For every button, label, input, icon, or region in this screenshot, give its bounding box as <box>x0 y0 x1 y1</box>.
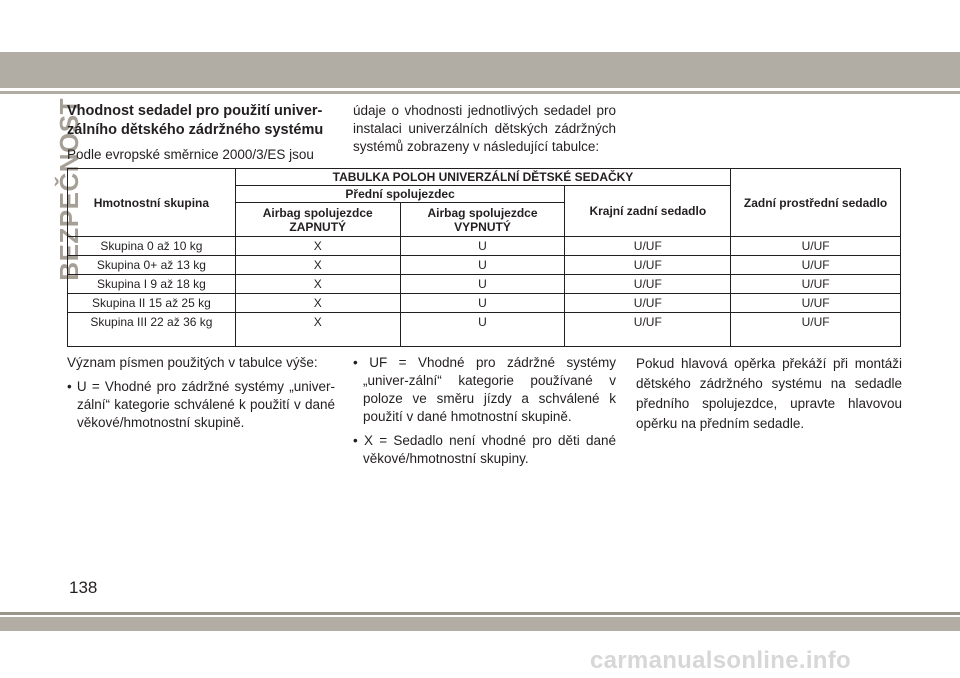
table-cell: U/UF <box>731 313 901 347</box>
header-rear-middle-seat: Zadní prostřední sedadlo <box>731 169 901 237</box>
header-band <box>0 52 960 88</box>
footer-band <box>0 617 960 631</box>
table-cell: U <box>400 237 565 256</box>
table-cell: U/UF <box>731 256 901 275</box>
table-cell: X <box>235 313 400 347</box>
table-row <box>68 275 901 294</box>
right-intro-column <box>353 102 616 162</box>
legend-item-uf: • UF = Vhodné pro zádržné systémy „univer-zální“ kategorie používané v poloze ve směru jízdy a schválené k použití v dané hmotnostní skupině. <box>353 355 616 424</box>
section-heading: Vhodnost sedadel pro použití univer-zálního dětského zádržného systému <box>67 103 324 138</box>
table-cell: U <box>400 275 565 294</box>
seat-suitability-table <box>67 168 901 347</box>
headrest-note-column <box>636 354 902 440</box>
header-airbag-on: Airbag spolujezdce ZAPNUTÝ <box>235 203 400 237</box>
table-cell: X <box>235 294 400 313</box>
table-cell: Skupina III 22 až 36 kg <box>68 313 236 347</box>
header-rule <box>0 91 960 94</box>
legend-column-left <box>67 354 335 438</box>
table-cell: X <box>235 275 400 294</box>
intro-text-right: údaje o vhodnosti jednotlivých sedadel pro instalaci univerzálních dětských zádržných systémů zobrazeny v následující tabulce: <box>353 103 616 154</box>
header-table-title: TABULKA POLOH UNIVERZÁLNÍ DĚTSKÉ SEDAČKY <box>235 169 730 186</box>
page-number: 138 <box>69 578 98 597</box>
legend-item-x: • X = Sedadlo není vhodné pro děti dané věkové/hmotnostní skupiny. <box>353 433 616 466</box>
legend-intro: Význam písmen použitých v tabulce výše: <box>67 355 318 370</box>
watermark: carmanualsonline.info <box>590 647 852 674</box>
table-cell: U/UF <box>565 313 731 347</box>
header-rear-outer-seat: Krajní zadní sedadlo <box>565 186 731 237</box>
table-cell: Skupina 0+ až 13 kg <box>68 256 236 275</box>
table-row <box>68 256 901 275</box>
table-cell: U/UF <box>731 275 901 294</box>
left-intro-column <box>67 102 335 170</box>
table-cell: X <box>235 256 400 275</box>
table-row <box>68 294 901 313</box>
header-weight-group: Hmotnostní skupina <box>68 169 236 237</box>
footer-rule <box>0 612 960 615</box>
table-cell: U/UF <box>731 294 901 313</box>
table-cell: U <box>400 294 565 313</box>
table-cell: Skupina I 9 až 18 kg <box>68 275 236 294</box>
table-cell: U/UF <box>731 237 901 256</box>
table-cell: U/UF <box>565 237 731 256</box>
header-front-passenger: Přední spolujezdec <box>235 186 565 203</box>
table-cell: X <box>235 237 400 256</box>
legend-column-middle <box>353 354 616 474</box>
legend-item-u: • U = Vhodné pro zádržné systémy „univer-zální“ kategorie schválené k použití v dané věkové/hmotnostní skupině. <box>67 379 335 430</box>
table-row <box>68 237 901 256</box>
section-side-label: BEZPEČNOST <box>54 98 84 281</box>
headrest-note: Pokud hlavová opěrka překáží při montáži dětského zádržného systému na sedadle předního spolujezdce, upravte hlavovou opěrku na předním sedadle. <box>636 356 902 431</box>
table-cell: U/UF <box>565 294 731 313</box>
table-cell: U/UF <box>565 275 731 294</box>
table-cell: Skupina 0 až 10 kg <box>68 237 236 256</box>
intro-text-left: Podle evropské směrnice 2000/3/ES jsou <box>67 147 314 162</box>
table-cell: Skupina II 15 až 25 kg <box>68 294 236 313</box>
table-cell: U <box>400 256 565 275</box>
table-cell: U/UF <box>565 256 731 275</box>
table-row <box>68 313 901 347</box>
table-cell: U <box>400 313 565 347</box>
header-airbag-off: Airbag spolujezdce VYPNUTÝ <box>400 203 565 237</box>
